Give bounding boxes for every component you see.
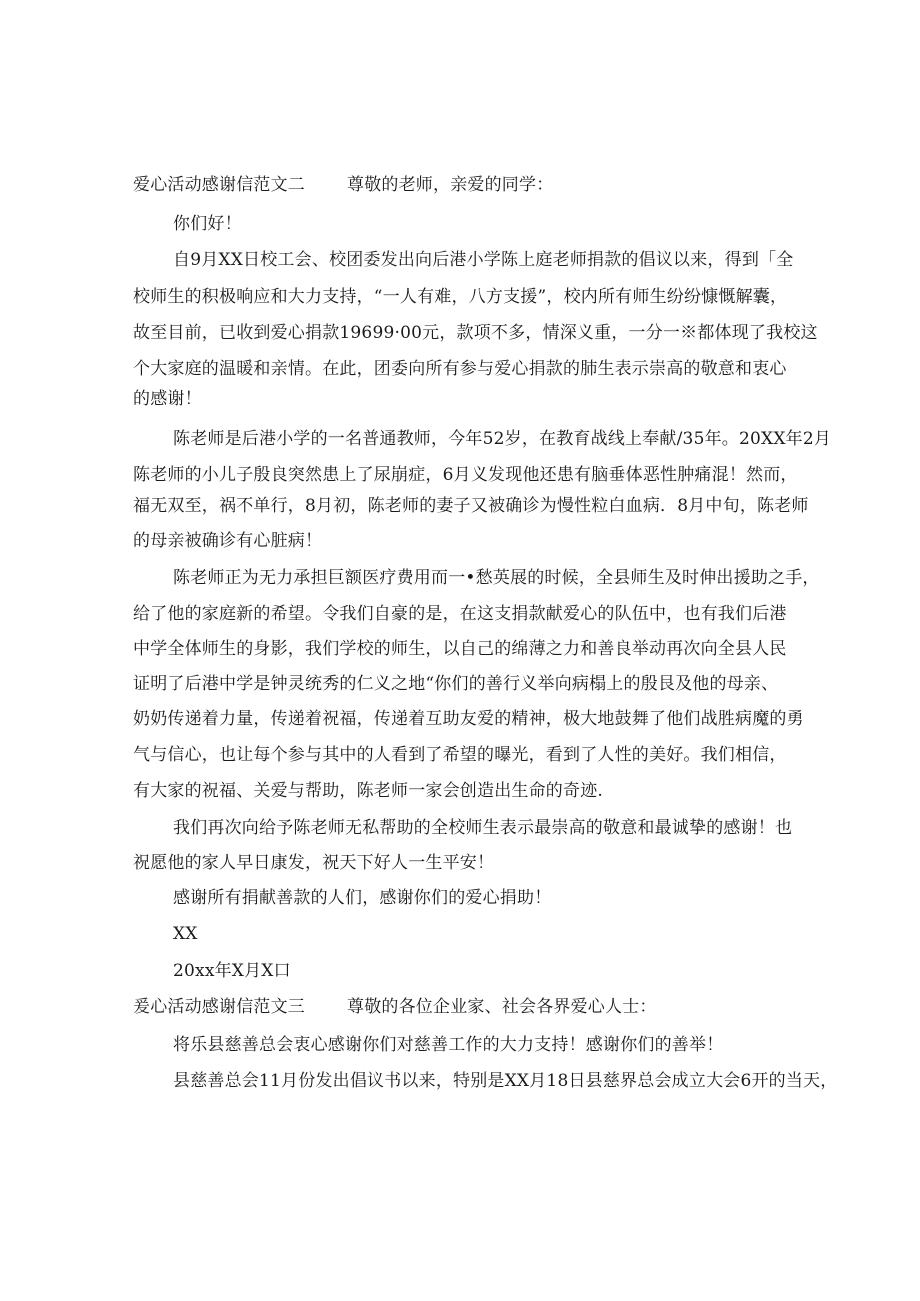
paragraph-line: 的母亲被确诊有心脏病！ bbox=[133, 531, 323, 551]
section3-title: 爰心活动感谢信范文三 bbox=[133, 997, 305, 1017]
paragraph-line: 有大家的祝福、关爱与帮助，陈老师一家会创造出生命的奇迹. bbox=[133, 781, 604, 801]
paragraph-line: 陈老师正为无力承担巨额医疗费用而一•愁英展的时候，全县师生及时伸出援助之手， bbox=[173, 568, 820, 588]
section2-title: 爱心活动感谢信范文二 bbox=[133, 175, 305, 195]
paragraph-line: 证明了后港中学是钟灵统秀的仁义之地“你们的善行义举向病榻上的殷艮及他的母亲、 bbox=[133, 674, 779, 694]
letter-date: 20xx年X月X口 bbox=[173, 961, 291, 981]
paragraph-line: 中学全体师生的身影，我们学校的师生，以自己的绵薄之力和善良举动再次向全县人民 bbox=[133, 639, 787, 659]
paragraph-line: 给了他的家庭新的希望。令我们自豪的是，在这支捐款献爱心的队伍中，也有我们后港 bbox=[133, 604, 787, 624]
section3-salutation: 尊敬的各位企业家、社会各界爱心人士： bbox=[347, 997, 657, 1017]
paragraph-line: 陈老师的小儿子殷良突然患上了尿崩症，6月义发现他还患有脑垂体恶性肿痛混！然而， bbox=[133, 465, 798, 485]
paragraph-line: 县慈善总会11月份发出倡议书以来，特别是XX月18日县慈界总会成立大会6开的当天， bbox=[173, 1071, 838, 1091]
paragraph-line: 自9月XX日校工会、校团委发出向后港小学陈上庭老师捐款的倡议以来，得到「全 bbox=[173, 250, 794, 270]
paragraph-line: 气与信心，也让每个参与其中的人看到了希望的曝光，看到了人性的美好。我们相信， bbox=[133, 745, 787, 765]
paragraph-line: 将乐县慈善总会衷心感谢你们对慈善工作的大力支持！感谢你们的善举！ bbox=[173, 1035, 724, 1055]
section2-salutation: 尊敬的老师，亲爱的同学： bbox=[347, 175, 554, 195]
paragraph-line: 奶奶传递着力量，传递着祝福，传递着互助友爱的精神，极大地鼓舞了他们战胜病魔的勇 bbox=[133, 709, 804, 729]
paragraph-line: 我们再次向给予陈老师无私帮助的全校师生表示最崇高的敬意和最诚挚的感谢！也 bbox=[173, 818, 793, 838]
paragraph-line: 陈老师是后港小学的一名普通教师，今年52岁，在教育战线上奉献/35年。20XX年2月 bbox=[173, 429, 832, 449]
paragraph-line: 福无双至，祸不单行，8月初，陈老师的妻子又被确诊为慢性粒白血病．8月中旬，陈老师 bbox=[133, 496, 809, 516]
paragraph-line: 祝愿他的家人早日康发，祝天下好人一生平安！ bbox=[133, 853, 495, 873]
paragraph-line: 校师生的积极响应和大力支持，“一人有难，八方支援”，校内所有师生纷纷慷慨解囊， bbox=[133, 287, 788, 307]
signature: XX bbox=[173, 924, 198, 944]
paragraph-line: 故至目前，已收到爱心捐款19699·00元，款项不多，情深义重，一分一※都体现了我校这 bbox=[133, 323, 818, 343]
section2-greeting: 你们好！ bbox=[173, 214, 242, 234]
paragraph-line: 个大家庭的温暖和亲情。在此，团委向所有参与爱心捐款的肺生表示崇高的敬意和衷心 bbox=[133, 359, 787, 379]
paragraph-line: 感谢所有捐献善款的人们，感谢你们的爱心捐助！ bbox=[173, 888, 552, 908]
paragraph-line: 的感谢！ bbox=[133, 389, 202, 409]
